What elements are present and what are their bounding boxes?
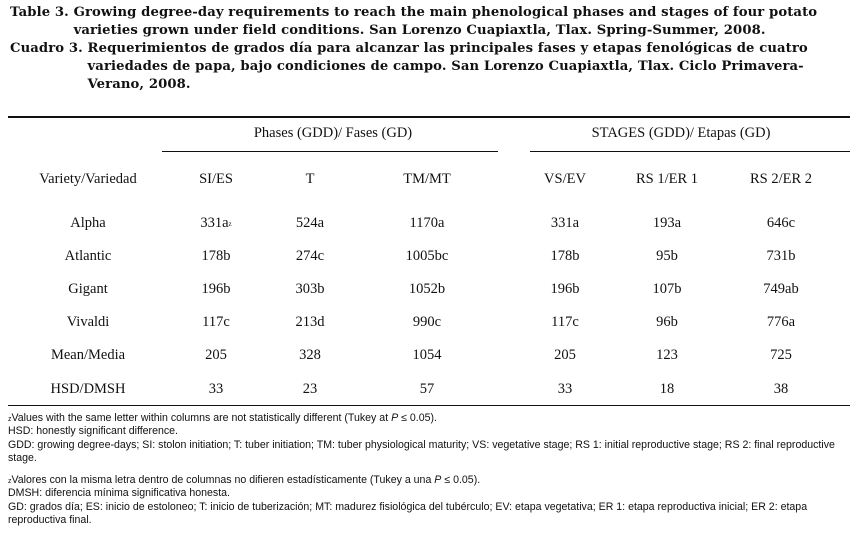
cell-variety: Gigant	[68, 281, 108, 297]
cell-tm-mt: 1170a	[409, 215, 445, 231]
cell-si-es: $331a^z$	[200, 215, 232, 231]
cell-t: 23	[302, 381, 318, 397]
cell-variety: Alpha	[70, 215, 106, 231]
cell-vs-ev: 331a	[550, 215, 580, 231]
cell-rs1-er1: 107b	[652, 281, 682, 297]
table-captions	[10, 4, 850, 94]
cell-rs1-er1: 193a	[652, 215, 682, 231]
column-header-tm-mt: TM/MT	[403, 171, 451, 187]
column-header-si-es: SI/ES	[199, 171, 233, 187]
caption-english	[10, 4, 850, 40]
cell-si-es: 33	[208, 381, 224, 397]
cell-rs2-er2: 731b	[766, 248, 796, 264]
significance-superscript: z	[228, 220, 232, 228]
column-header-t: T	[305, 171, 315, 187]
cell-tm-mt: 990c	[412, 314, 442, 330]
cell-tm-mt: 1052b	[408, 281, 446, 297]
cell-rs1-er1: 18	[659, 381, 675, 397]
cell-rs1-er1: 95b	[656, 248, 678, 264]
cell-variety: Vivaldi	[66, 314, 110, 330]
cell-rs1-er1: 123	[656, 347, 678, 363]
caption-label: Table 3.	[10, 5, 74, 20]
cell-vs-ev: 117c	[551, 314, 579, 330]
cell-t: 303b	[295, 281, 325, 297]
cell-t: 328	[299, 347, 321, 363]
table-bottom-rule	[8, 405, 850, 406]
stages-group-header: STAGES (GDD)/ Etapas (GD)	[591, 125, 771, 141]
cell-variety: Atlantic	[64, 248, 112, 264]
cell-t: 524a	[295, 215, 325, 231]
footnote-abbrev-en: GDD: growing degree-days; SI: stolon initiation; T: tuber initiation; TM: tuber physiological maturity; VS: vegetative stage; RS 1: initial reproductive stage; RS 2: final reproductive stage.	[8, 438, 835, 464]
column-header-variety: Variety/Variedad	[39, 171, 137, 187]
footnote-hsd: HSD: honestly significant difference.	[8, 425, 178, 438]
cell-t: 213d	[295, 314, 325, 330]
cell-vs-ev: 178b	[550, 248, 580, 264]
cell-si-es: 196b	[201, 281, 231, 297]
cell-rs2-er2: 38	[773, 381, 789, 397]
cell-rs2-er2: 646c	[766, 215, 796, 231]
cell-t: 274c	[295, 248, 325, 264]
cell-vs-ev: 33	[557, 381, 573, 397]
caption-spanish	[10, 40, 850, 94]
column-header-rs2-er2: RS 2/ER 2	[749, 171, 813, 187]
stages-underline	[530, 151, 850, 152]
cell-si-es: 178b	[201, 248, 231, 264]
caption-text: Requerimientos de grados día para alcanzar las principales fases y etapas fenológicas de cuatro variedades de papa, bajo condiciones de campo. San Lorenzo Cuapiaxtla, Tlax. Ciclo Primavera-Verano, 2008.	[87, 41, 808, 92]
caption-text: Growing degree-day requirements to reach the main phenological phases and stages of four potato varieties grown under field conditions. San Lorenzo Cuapiaxtla, Tlax. Spring-Summer, 2008.	[73, 5, 818, 38]
cell-variety: HSD/DMSH	[50, 381, 126, 397]
caption-label: Cuadro 3.	[10, 41, 88, 56]
cell-variety: Mean/Media	[50, 347, 126, 363]
cell-si-es: 205	[205, 347, 227, 363]
phases-underline	[162, 151, 498, 152]
table-top-rule	[8, 116, 850, 118]
phases-group-header: Phases (GDD)/ Fases (GD)	[253, 125, 413, 141]
cell-vs-ev: 205	[554, 347, 576, 363]
footnote-z-en: $^z$Values with the same letter within columns are not statistically different (Tukey at P ≤ 0.05).	[8, 412, 437, 424]
cell-tm-mt: 1005bc	[405, 248, 449, 264]
cell-rs1-er1: 96b	[656, 314, 678, 330]
table-footnotes	[8, 412, 850, 527]
cell-rs2-er2: 725	[770, 347, 792, 363]
column-header-rs1-er1: RS 1/ER 1	[635, 171, 699, 187]
cell-tm-mt: 1054	[412, 347, 442, 363]
footnote-z-es: $^z$Valores con la misma letra dentro de columnas no difieren estadísticamente (Tukey a una P ≤ 0.05).	[8, 474, 481, 487]
column-header-vs-ev: VS/EV	[544, 171, 586, 187]
cell-si-es: 117c	[202, 314, 230, 330]
cell-rs2-er2: 776a	[766, 314, 796, 330]
cell-tm-mt: 57	[419, 381, 435, 397]
cell-vs-ev: 196b	[550, 281, 580, 297]
footnote-abbrev-es: GD: grados día; ES: inicio de estoloneo; T: inicio de tuberización; MT: madurez fisiológica del tubérculo; EV: etapa vegetativa; ER 1: etapa reproductiva inicial; ER 2: etapa reproductiva final.	[8, 500, 808, 527]
footnote-dmsh: DMSH: diferencia mínima significativa honesta.	[8, 487, 230, 500]
cell-rs2-er2: 749ab	[763, 281, 799, 297]
